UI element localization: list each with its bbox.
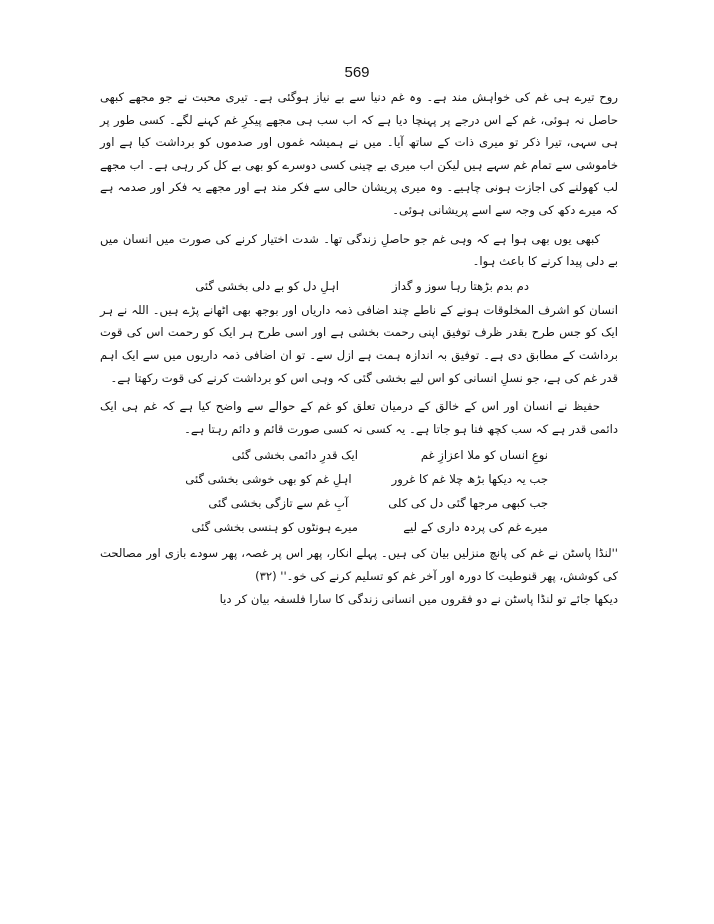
verse-block xyxy=(100,444,618,538)
page-number: 569 xyxy=(344,64,370,81)
verse-row xyxy=(100,492,548,514)
verse-row xyxy=(100,444,548,466)
page-body xyxy=(100,86,618,610)
paragraph-5: ''لنڈا پاسٹن نے غم کی پانچ منزلیں بیان کی ہیں۔ پہلے انکار، پھر اس پر غصہ، پھر سودے بازی اور مصالحت کی کوشش، پھر قنوطیت کا دورہ اور آخر غم کو تسلیم کرنے کی خو۔'' (۳۲) xyxy=(100,546,618,583)
verse-row xyxy=(100,516,548,538)
verse-first-line: میرے غم کی پردہ داری کے لیے xyxy=(403,520,548,535)
verse-second-line: اہلِ غم کو بھی خوشی بخشی گئی xyxy=(185,472,352,487)
verse-second-line: ایک قدرِ دائمی بخشی گئی xyxy=(231,448,358,463)
paragraph-1: روح تیرے ہی غم کی خواہش مند ہے۔ وہ غم دنیا سے بے نیاز ہوگئی ہے۔ تیری محبت نے جو مجھے کبھی حاصل نہ ہوئی، غم کے اس درجے پر پہنچا دیا ہے کہ اب سب ہی مجھے پیکرِ غم کہنے لگے۔ کسی طور پر ہی سہی، تیرا ذکر تو میری ذات کے ساتھ آیا۔ میں نے ہمیشہ غموں اور صدموں کو برداشت کیا ہے اور خاموشی سے تمام غم سہے ہیں لیکن اب میری بے چینی کسی دوسرے کو بھی بے کل کر رہی ہے۔ اب مجھے لب کھولنے کی اجازت ہونی چاہیے۔ وہ میری پریشان حالی سے فکر مند ہے اور مجھے یہ فکر اور صدمہ ہے کہ میرے دکھ کی وجہ سے اسے پریشانی ہوئی۔ xyxy=(100,90,618,217)
verse-first-line: نوعِ انساں کو ملا اعزازِ غم xyxy=(420,448,548,463)
couplet-1-first-line: دم بدم بڑھتا رہا سوز و گداز xyxy=(392,278,529,293)
verse-first-line: جب یہ دیکھا بڑھ چلا غم کا غرور xyxy=(391,472,548,487)
paragraph-2: کبھی یوں بھی ہوا ہے کہ وہی غم جو حاصلِ زندگی تھا۔ شدت اختیار کرنے کی صورت میں انسان میں بے دلی پیدا کرنے کا باعث ہوا۔ xyxy=(100,231,618,269)
verse-first-line: جب کبھی مرجھا گئی دل کی کلی xyxy=(388,496,548,511)
paragraph-4: حفیظ نے انسان اور اس کے خالق کے درمیان تعلق کو غم کے حوالے سے واضح کیا ہے کہ غم ہی ایک دائمی قدر ہے کہ سب کچھ فنا ہو جاتا ہے۔ یہ کسی نہ کسی صورت قائم و دائم رہتا ہے۔ xyxy=(100,399,618,436)
couplet-1 xyxy=(100,275,618,297)
verse-second-line: میرے ہونٹوں کو ہنسی بخشی گئی xyxy=(191,520,358,535)
verse-row xyxy=(100,468,548,490)
paragraph-3: انسان کو اشرف المخلوقات ہونے کے ناطے چند اضافی ذمہ داریاں اور بوجھ بھی اٹھانے پڑے ہیں۔ اللہ نے ہر ایک کو جس طرح بقدر ظرف توفیق اپنی رحمت بخشی ہے اور اسی طرح ہر ایک کو رحمت اس کی قوت برداشت کے مطابق دی ہے۔ توفیق بہ اندازہ ہمت ہے ازل سے۔ تو ان اضافی ذمہ داریوں میں سے ایک اہم قدر غم کی ہے، جو نسلِ انسانی کو اس لیے بخشی گئی کہ وہی اس کو برداشت کرنے کی قوت رکھتا ہے۔ xyxy=(100,302,618,385)
couplet-1-second-line: اہلِ دل کو بے دلی بخشی گئی xyxy=(195,278,339,293)
paragraph-6: دیکھا جائے تو لنڈا پاسٹن نے دو فقروں میں انسانی زندگی کا سارا فلسفہ بیان کر دیا xyxy=(219,591,618,606)
verse-second-line: آبِ غم سے تازگی بخشی گئی xyxy=(208,496,349,511)
